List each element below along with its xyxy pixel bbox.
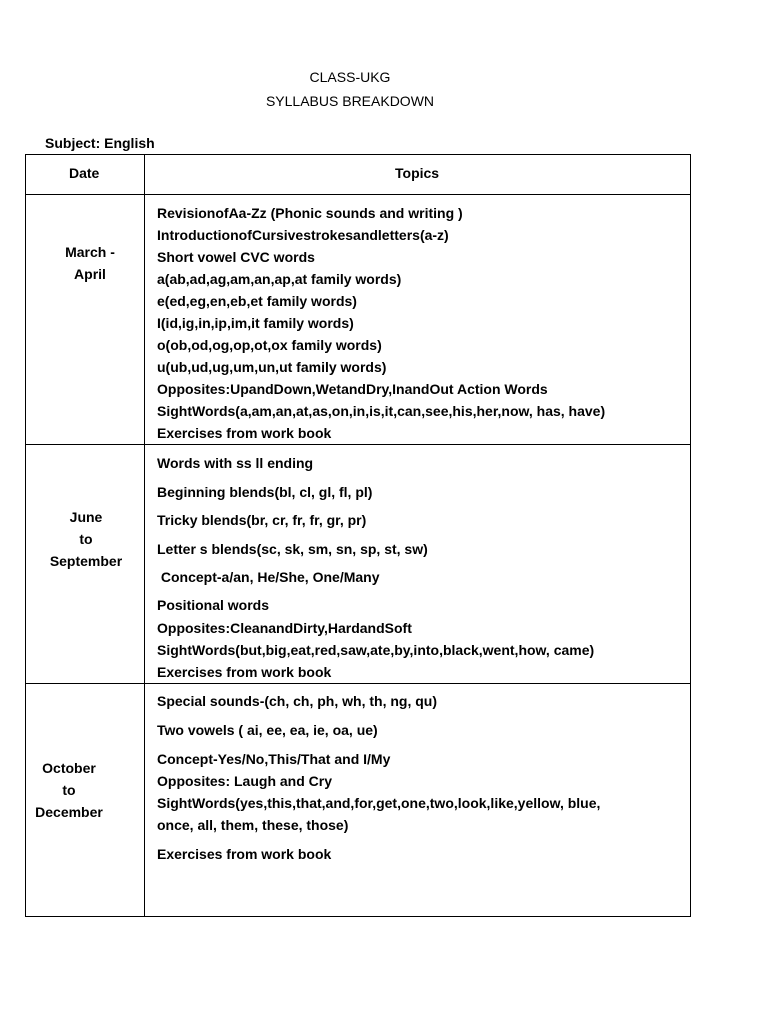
date-line: June xyxy=(69,509,103,525)
topic-item: once, all, them, these, those) xyxy=(157,817,349,833)
syllabus-title: SYLLABUS BREAKDOWN xyxy=(265,93,435,109)
topic-item: I(id,ig,in,ip,im,it family words) xyxy=(157,315,354,331)
topic-item: Opposites:CleanandDirty,HardandSoft xyxy=(157,620,412,636)
date-line: September xyxy=(49,553,123,569)
topic-item: Special sounds-(ch, ch, ph, wh, th, ng, qu) xyxy=(157,693,437,709)
row-divider xyxy=(26,683,690,684)
syllabus-table xyxy=(25,154,691,917)
date-line: December xyxy=(35,804,103,820)
topics-header: Topics xyxy=(395,165,440,181)
topic-item: Letter s blends(sc, sk, sm, sn, sp, st, sw) xyxy=(157,541,428,557)
class-title: CLASS-UKG xyxy=(309,69,391,85)
topic-item: Exercises from work book xyxy=(157,664,332,680)
topic-item: Positional words xyxy=(157,597,270,613)
topic-item: SightWords(a,am,an,at,as,on,in,is,it,can,see,his,her,now, has, have) xyxy=(157,403,606,419)
date-header: Date xyxy=(69,165,100,181)
date-line: to xyxy=(79,531,93,547)
topic-item: RevisionofAa-Zz (Phonic sounds and writing ) xyxy=(157,205,463,221)
topic-item: Opposites:UpandDown,WetandDry,InandOut Action Words xyxy=(157,381,548,397)
topic-item: Concept-Yes/No,This/That and I/My xyxy=(157,751,391,767)
subject-label: Subject: English xyxy=(45,135,155,151)
topic-item: o(ob,od,og,op,ot,ox family words) xyxy=(157,337,382,353)
topic-item: a(ab,ad,ag,am,an,ap,at family words) xyxy=(157,271,402,287)
topic-item: Exercises from work book xyxy=(157,846,332,862)
date-cell-june-september xyxy=(26,506,146,572)
topic-item: Beginning blends(bl, cl, gl, fl, pl) xyxy=(157,484,373,500)
topic-item: Opposites: Laugh and Cry xyxy=(157,773,333,789)
row-divider xyxy=(26,444,690,445)
topic-item: e(ed,eg,en,eb,et family words) xyxy=(157,293,357,309)
topic-item: SightWords(yes,this,that,and,for,get,one,two,look,like,yellow, blue, xyxy=(157,795,601,811)
topic-item: Concept-a/an, He/She, One/Many xyxy=(157,569,380,585)
header-divider xyxy=(26,194,690,195)
topic-item: Tricky blends(br, cr, fr, fr, gr, pr) xyxy=(157,512,367,528)
date-line: October xyxy=(42,760,96,776)
topic-item: Two vowels ( ai, ee, ea, ie, oa, ue) xyxy=(157,722,378,738)
date-cell-march-april xyxy=(26,241,154,285)
topic-item: Exercises from work book xyxy=(157,425,332,441)
date-cell-october-december xyxy=(26,757,112,823)
topic-item: u(ub,ud,ug,um,un,ut family words) xyxy=(157,359,387,375)
date-line: April xyxy=(74,266,106,282)
date-line: to xyxy=(62,782,76,798)
topic-item: SightWords(but,big,eat,red,saw,ate,by,into,black,went,how, came) xyxy=(157,642,595,658)
topic-item: IntroductionofCursivestrokesandletters(a-z) xyxy=(157,227,449,243)
topic-item: Short vowel CVC words xyxy=(157,249,315,265)
date-line: March - xyxy=(65,244,115,260)
topic-item: Words with ss ll ending xyxy=(157,455,314,471)
